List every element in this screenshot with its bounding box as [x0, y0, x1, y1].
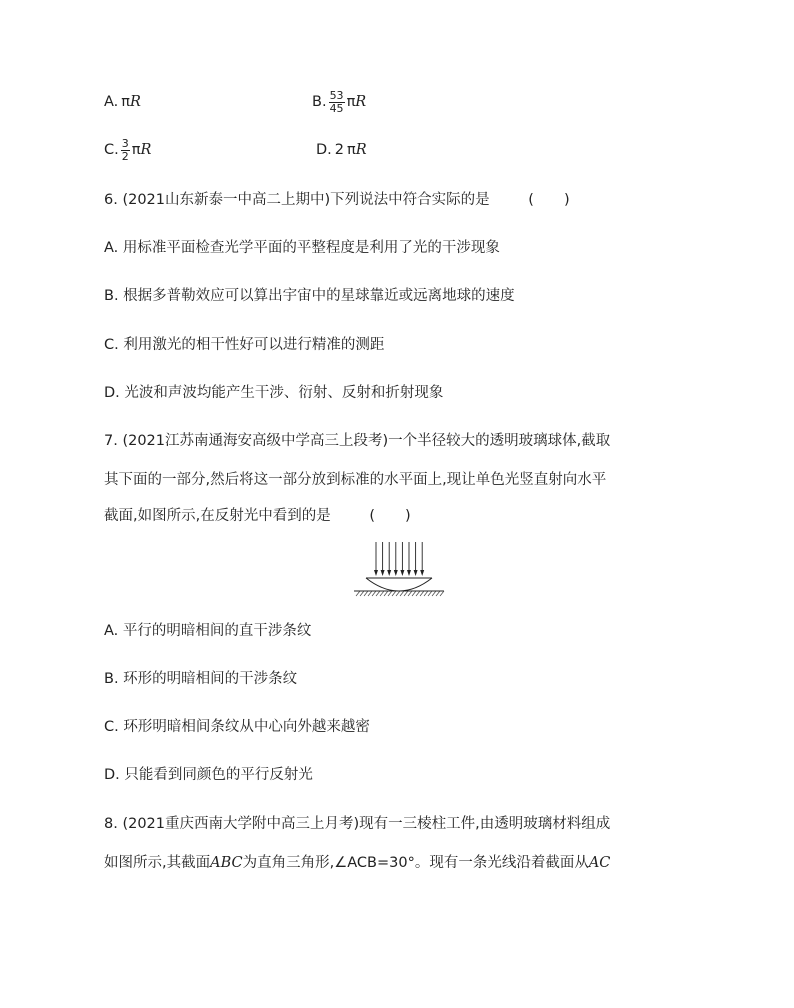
hatch-line [400, 591, 404, 596]
lens-curved-bottom [366, 578, 432, 591]
hatch-line [412, 591, 416, 596]
q8-stem-line-2 [104, 853, 610, 873]
hatch-line [368, 591, 372, 596]
q7-stem-line-2: 其下面的一部分,然后将这一部分放到标准的水平面上,现让单色光竖直射向水平 [104, 472, 607, 488]
fraction [329, 90, 345, 115]
variable-r: R [355, 142, 367, 158]
hatch-line [372, 591, 376, 596]
hatch-line [356, 591, 360, 596]
fraction-denominator: 2 [121, 149, 129, 163]
arrow-head [387, 570, 391, 576]
answer-blank [528, 190, 569, 210]
light-arrows [374, 542, 424, 576]
pi-symbol: π [131, 142, 141, 158]
q7-option-d: D. 只能看到同颜色的平行反射光 [104, 767, 313, 783]
hatch-line [420, 591, 424, 596]
q8-text-part: 如图所示,其截面 [104, 855, 211, 871]
glass-lens-figure [352, 540, 448, 606]
pi-symbol: π [346, 94, 356, 110]
hatch-line [408, 591, 412, 596]
q8-text-part: 为直角三角形, [242, 855, 335, 871]
variable-r: R [355, 94, 367, 110]
q7-option-c: C. 环形明暗相间条纹从中心向外越来越密 [104, 719, 370, 735]
q6-stem [104, 190, 570, 210]
hatch-line [428, 591, 432, 596]
hatch-line [424, 591, 428, 596]
arrow-head [374, 570, 378, 576]
hatch-line [364, 591, 368, 596]
arrow-head [381, 570, 385, 576]
ground-hatching [356, 591, 444, 596]
hatch-line [380, 591, 384, 596]
angle-acb: ∠ACB [334, 855, 377, 871]
paren-open: ( [528, 192, 534, 208]
hatch-line [440, 591, 444, 596]
q7-stem-text: 截面,如图所示,在反射光中看到的是 [104, 508, 331, 524]
q7-stem-line-1: 7. (2021江苏南通海安高级中学高三上段考)一个半径较大的透明玻璃球体,截取 [104, 433, 611, 449]
q6-option-b: B. 根据多普勒效应可以算出宇宙中的星球靠近或远离地球的速度 [104, 288, 515, 304]
hatch-line [376, 591, 380, 596]
q5-option-a [104, 86, 141, 118]
q8-text-part: =30°。现有一条光线沿着截面从 [376, 855, 589, 871]
answer-blank [369, 506, 410, 526]
paren-close: ) [563, 192, 570, 208]
option-label: C. [104, 142, 119, 158]
variable-r: R [140, 142, 152, 158]
hatch-line [360, 591, 364, 596]
paren-close: ) [405, 508, 411, 524]
hatch-line [396, 591, 400, 596]
hatch-line [404, 591, 408, 596]
q5-option-c [104, 134, 151, 166]
arrow-head [414, 570, 418, 576]
q8-stem-line-1: 8. (2021重庆西南大学附中高三上月考)现有一三棱柱工件,由透明玻璃材料组成 [104, 816, 611, 832]
pi-symbol: π [347, 142, 356, 158]
q6-option-d: D. 光波和声波均能产生干涉、衍射、反射和折射现象 [104, 385, 444, 401]
fraction-numerator: 53 [329, 88, 344, 102]
hatch-line [416, 591, 420, 596]
paren-open: ( [369, 508, 375, 524]
q6-option-c: C. 利用激光的相干性好可以进行精准的测距 [104, 337, 385, 353]
arrow-head [394, 570, 398, 576]
q5-option-b [312, 86, 366, 118]
coefficient: 2 [334, 142, 345, 158]
pi-symbol: π [121, 94, 131, 110]
option-label: B. [312, 94, 327, 110]
variable-r: R [130, 94, 141, 110]
triangle-abc: ABC [210, 855, 243, 871]
hatch-line [384, 591, 388, 596]
side-ac: AC [588, 855, 611, 871]
arrow-head [407, 570, 411, 576]
q7-option-a: A. 平行的明暗相间的直干涉条纹 [104, 623, 312, 639]
fraction [121, 138, 130, 163]
fraction-denominator: 45 [329, 101, 344, 115]
arrow-head [400, 570, 404, 576]
arrow-head [420, 570, 424, 576]
hatch-line [392, 591, 396, 596]
q7-option-b: B. 环形的明暗相间的干涉条纹 [104, 671, 298, 687]
q6-stem-text: 6. (2021山东新泰一中高二上期中)下列说法中符合实际的是 [104, 192, 490, 208]
hatch-line [436, 591, 440, 596]
q7-stem-line-3 [104, 506, 411, 526]
q5-option-d [316, 134, 367, 166]
hatch-line [432, 591, 436, 596]
option-label: A. [104, 94, 119, 110]
hatch-line [388, 591, 392, 596]
fraction-numerator: 3 [121, 136, 129, 150]
q6-option-a: A. 用标准平面检查光学平面的平整程度是利用了光的干涉现象 [104, 240, 500, 256]
option-label: D. [316, 142, 332, 158]
